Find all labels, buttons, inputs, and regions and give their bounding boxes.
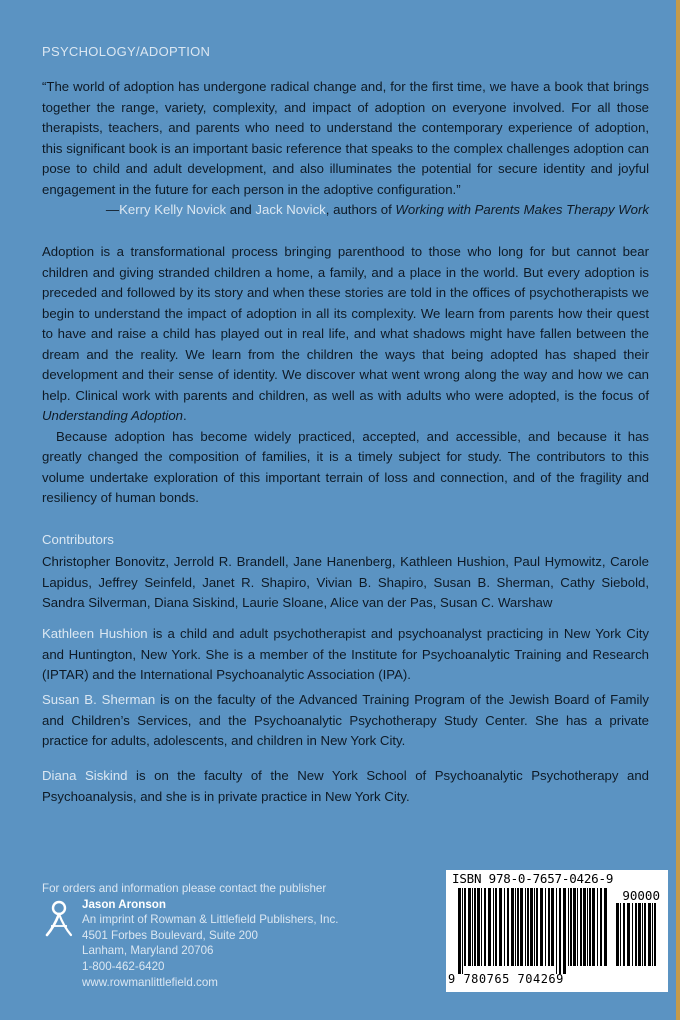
barcode-bar [468,888,471,966]
isbn-text: ISBN 978-0-7657-0426-9 [452,871,614,886]
bio-diana-siskind [42,766,649,807]
barcode-bar [627,903,630,966]
publisher-imprint: An imprint of Rowman & Littlefield Publishers, Inc. [82,913,339,927]
barcode-bar [556,888,557,974]
bio-text: is on the faculty of the Advanced Training Program of the Jewish Board of Family and Children’s Services, and the Psychoanalytic Psychotherapy Study Center. She has a private practice for adults, adolescents, and children in New York City. [42,692,649,748]
barcode-bar [642,903,643,966]
barcode-bar [472,888,473,966]
attribution-authors-of: , authors of [325,202,396,217]
barcode-bar [507,888,509,966]
barcode-bar [587,888,588,966]
ean-digits: 9 780765 704269 [448,972,564,986]
barcode-bar [654,903,656,966]
barcode-bar [600,888,602,966]
barcode-bar [504,888,505,966]
bio-text: is on the faculty of the New York School of Psychoanalytic Psychotherapy and Psychoanalysis, and she is in private practice in New York City. [42,768,649,804]
barcode-bar [464,888,466,966]
bio-name: Diana Siskind [42,768,128,783]
barcode-bar [592,888,595,966]
barcode-bar [536,888,538,966]
book-title-italic: Understanding Adoption [42,408,184,423]
barcode-bar [477,888,480,966]
barcode-bar [648,903,651,966]
barcode-bar [511,888,514,966]
barcode-bar [597,888,598,966]
barcode-bar [604,888,607,966]
barcode-bar [517,888,519,966]
quote-text: “The world of adoption has undergone radical change and, for the first time, we have a book that brings together the range, variety, complexity, and impact of adoption on everyone involved. For all those therapists, teachers, and parents who need to understand the contemporary experience of adoption, this significant book is an important basic reference that speaks to the complex challenges adoption can pose to child and adult development, and also illuminates the potential for secure identity and joyful engagement in the future for each person in the adoptive configuration.” [42,79,649,197]
barcode-bar [589,888,591,966]
barcode-bar [652,903,653,966]
barcode-bar [495,888,497,966]
addon-barcode-bars [616,903,658,974]
barcode-bar [559,888,561,974]
book-description [42,242,649,509]
description-p1-main: Adoption is a transformational process bringing parenthood to those who long for but cannot bear children and giving stranded children a home, a family, and a place in the world. But every adoption is preceded and followed by its story and when these stories are told in the offices of psychotherapists we begin to understand the impact of adoption in all its complexity. We learn from parents how their quest to have and raise a child has played out in real life, and what shadows might have fallen between the dream and the reality. We learn from the children the ways that being adopted has shaped their development and their sense of identity. We discover what went wrong along the way and how we can help. Clinical work with parents and children, as well as with adults who were adopted, is the focus of [42,244,649,403]
barcode-bar [616,903,619,966]
description-paragraph-2: Because adoption has become widely practiced, accepted, and accessible, and because it has greatly changed the composition of families, it is a timely subject for study. The contributors to this volume undertake exploration of this important terrain of loss and connection, and of the fragility and resiliency of human bonds. [42,428,649,505]
bio-susan-sherman [42,690,649,752]
barcode-bar [583,888,586,966]
contributors-list: Christopher Bonovitz, Jerrold R. Brandell, Jane Hanenberg, Kathleen Hushion, Paul Hymowitz, Carole Lapidus, Jeffrey Seinfeld, Janet R. Shapiro, Vivian B. Shapiro, Susan B. Sherman, Cathy Siebold, Sandra Silverman, Diana Siskind, Laurie Sloane, Alice van der Pas, Susan C. Warshaw [42,554,649,610]
publisher-address-2: Lanham, Maryland 20706 [82,944,214,958]
ean-barcode-bars [458,888,608,974]
barcode-bar [462,888,463,974]
barcode-bar [548,888,550,966]
attribution-work-title: Working with Parents Makes Therapy Work [395,202,649,217]
barcode-bar [499,888,502,966]
barcode-bar [563,888,566,974]
price-code: 90000 [622,888,660,903]
barcode-bar [525,888,526,966]
barcode-bar [580,888,582,966]
barcode-bar [540,888,543,966]
isbn-barcode [446,870,668,992]
barcode-bar [568,888,569,966]
barcode-bar [527,888,529,966]
publisher-block [42,881,422,990]
barcode-bar [573,888,576,966]
description-paragraph-1 [42,242,649,427]
bio-name: Kathleen Hushion [42,626,148,641]
barcode-bar [635,903,637,966]
barcode-bar [551,888,554,966]
barcode-bar [515,888,516,966]
author-kerry-novick: Kerry Kelly Novick [119,202,227,217]
description-p1-end: . [183,408,187,423]
barcode-bar [644,903,646,966]
publisher-website: www.rowmanlittlefield.com [82,975,218,989]
contributors-heading: Contributors [42,532,114,547]
barcode-bar [632,903,633,966]
barcode-bar [620,903,621,966]
jason-aronson-logo-icon [44,899,74,939]
bio-text: is a child and adult psychotherapist and psychoanalyst practicing in New York City and Huntington, New York. She is a member of the Institute for Psychoanalytic Training and Research (IPTAR) and the International Psychoanalytic Association (IPA). [42,626,650,682]
publisher-details [42,897,422,991]
barcode-bar [530,888,533,966]
barcode-bar [577,888,578,966]
barcode-bar [520,888,523,966]
category-label: PSYCHOLOGY/ADOPTION [42,44,211,59]
bio-name: Susan B. Sherman [42,692,156,707]
attribution-and: and [226,202,256,217]
barcode-bar [481,888,482,966]
cover-edge-strip [676,0,680,1020]
endorsement-quote [42,77,649,221]
quote-attribution [42,200,649,221]
author-jack-novick: Jack Novick [255,202,326,217]
barcode-bar [534,888,535,966]
barcode-bar [458,888,461,974]
barcode-bar [638,903,641,966]
publisher-name: Jason Aronson [82,897,166,911]
barcode-bar [488,888,491,966]
publisher-contact-line: For orders and information please contact the publisher [42,882,327,895]
barcode-bar [484,888,486,966]
publisher-address-1: 4501 Forbes Boulevard, Suite 200 [82,928,258,942]
barcode-bar [474,888,476,966]
attribution-dash: — [105,202,120,217]
barcode-bar [493,888,494,966]
publisher-phone: 1-800-462-6420 [82,959,165,973]
barcode-bar [623,903,625,966]
barcode-bar [545,888,546,966]
bio-kathleen-hushion [42,624,649,686]
barcode-bar [570,888,572,966]
